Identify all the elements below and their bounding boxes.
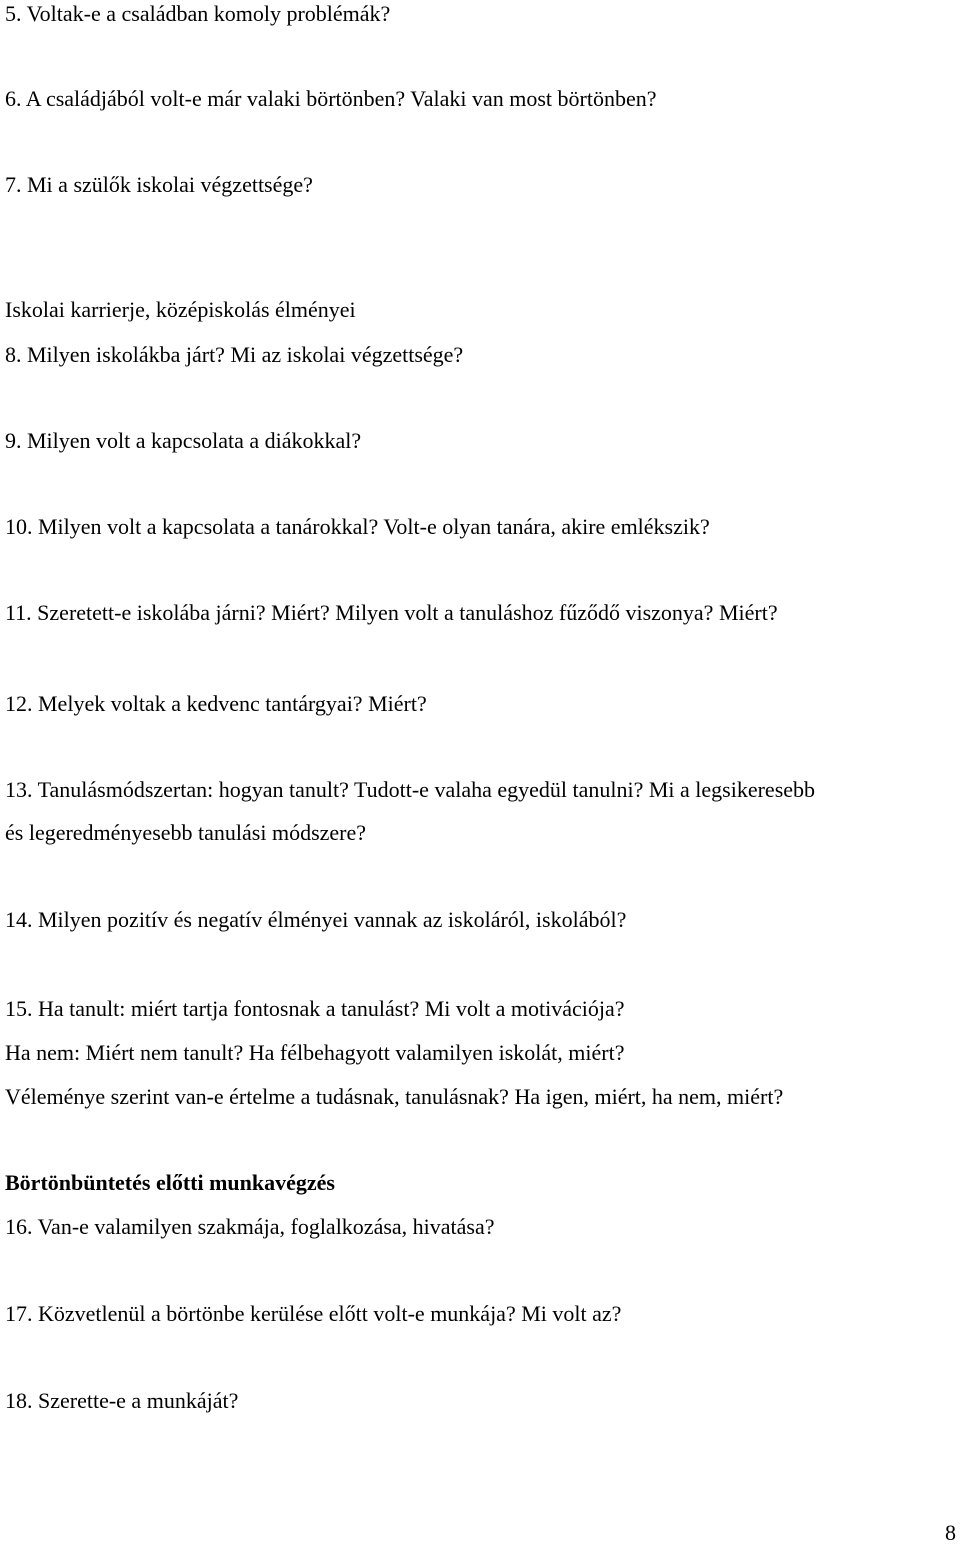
question-15-line-2: Ha nem: Miért nem tanult? Ha félbehagyott valamilyen iskolát, miért?: [5, 1040, 625, 1065]
question-12: 12. Melyek voltak a kedvenc tantárgyai? Miért?: [5, 691, 427, 716]
question-10: 10. Milyen volt a kapcsolata a tanárokkal? Volt-e olyan tanára, akire emlékszik?: [5, 514, 710, 539]
question-13-line-1: 13. Tanulásmódszertan: hogyan tanult? Tudott-e valaha egyedül tanulni? Mi a legsikeresebb: [5, 777, 816, 802]
question-17: 17. Közvetlenül a börtönbe kerülése előtt volt-e munkája? Mi volt az?: [5, 1301, 622, 1326]
question-7: 7. Mi a szülők iskolai végzettsége?: [5, 172, 313, 197]
question-6: 6. A családjából volt-e már valaki börtönben? Valaki van most börtönben?: [5, 86, 657, 111]
question-14: 14. Milyen pozitív és negatív élményei vannak az iskoláról, iskolából?: [5, 907, 627, 932]
question-15-line-3: Véleménye szerint van-e értelme a tudásnak, tanulásnak? Ha igen, miért, ha nem, miért?: [5, 1084, 784, 1109]
question-13-line-2: és legeredményesebb tanulási módszere?: [5, 820, 367, 845]
page-number: 8: [945, 1520, 956, 1545]
question-8: 8. Milyen iskolákba járt? Mi az iskolai végzettsége?: [5, 342, 464, 367]
question-9: 9. Milyen volt a kapcsolata a diákokkal?: [5, 428, 362, 453]
section-heading-school: Iskolai karrierje, középiskolás élményei: [5, 297, 356, 322]
question-5: 5. Voltak-e a családban komoly problémák?: [5, 1, 391, 26]
question-16: 16. Van-e valamilyen szakmája, foglalkozása, hivatása?: [5, 1214, 495, 1239]
question-11: 11. Szeretett-e iskolába járni? Miért? Milyen volt a tanuláshoz fűződő viszonya? Miért?: [5, 600, 778, 625]
section-heading-work: Börtönbüntetés előtti munkavégzés: [5, 1170, 335, 1195]
question-15-line-1: 15. Ha tanult: miért tartja fontosnak a tanulást? Mi volt a motivációja?: [5, 996, 625, 1021]
question-18: 18. Szerette-e a munkáját?: [5, 1388, 239, 1413]
